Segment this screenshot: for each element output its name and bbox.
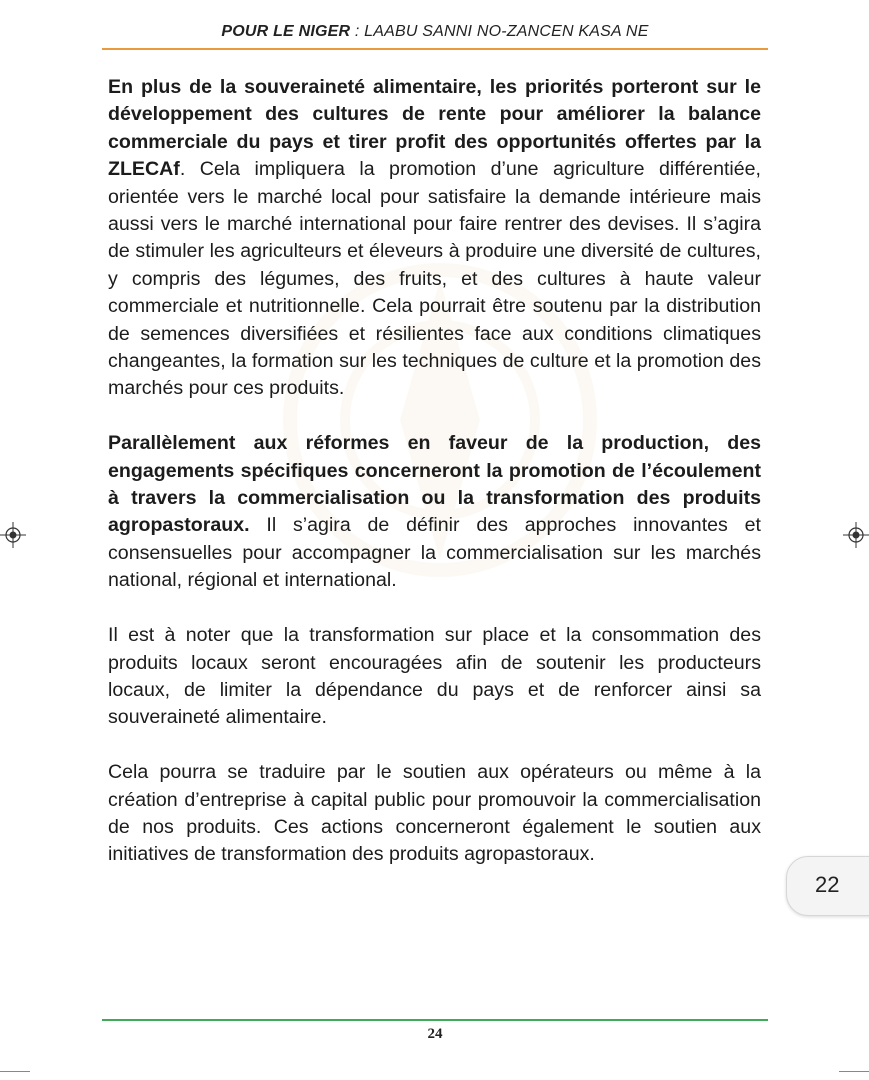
paragraph-text: Cela pourra se traduire par le soutien aux opérateurs ou même à la création d’entreprise à capital public pour promouvoir la commercialisation de nos produits. Ces actions concerneront également le soutien aux initiatives de transformation des produits agropastoraux. xyxy=(108,761,761,866)
paragraph-bold-lead: Parallèlement aux réformes en faveur de la production, des engagements spécifiques concerneront la promotion de l’écoulement à travers la commercialisation ou la transformation des produits agropastoraux. xyxy=(108,432,761,537)
paragraph xyxy=(108,759,761,869)
paragraph xyxy=(108,430,761,594)
paragraph-bold-lead: En plus de la souveraineté alimentaire, les priorités porteront sur le développement des cultures de rente pour améliorer la balance commerciale du pays et tirer profit des opportunités offertes par la ZLECAf xyxy=(108,76,761,181)
paragraph xyxy=(108,74,761,403)
header-title-rest: : LAABU SANNI NO-ZANCEN KASA NE xyxy=(350,23,649,40)
crop-mark-left xyxy=(0,1071,30,1072)
crop-mark-right xyxy=(839,1071,869,1072)
page-number: 24 xyxy=(427,1026,443,1042)
reader-page-badge[interactable] xyxy=(786,856,869,916)
reader-page-number: 22 xyxy=(815,872,840,897)
body-text xyxy=(108,74,761,896)
paragraph xyxy=(108,622,761,732)
registration-mark-right-icon xyxy=(843,522,869,548)
paragraph-text: . Cela impliquera la promotion d’une agriculture différentiée, orientée vers le marché local pour satisfaire la demande intérieure mais aussi vers le marché international pour faire rentrer des devises. Il s’agira de stimuler les agriculteurs et éleveurs à produire une diversité de cultures, y compris des légumes, des fruits, et des cultures à haute valeur commerciale et nutritionnelle. Cela pourrait être soutenu par la distribution de semences diversifiées et résilientes face aux conditions climatiques changeantes, la formation sur les techniques de culture et la promotion des marchés pour ces produits. xyxy=(108,158,761,400)
footer-rule xyxy=(102,1019,768,1021)
header-title-bold: POUR LE NIGER xyxy=(221,23,351,40)
running-header xyxy=(102,23,768,41)
registration-mark-left-icon xyxy=(0,522,26,548)
header-rule xyxy=(102,48,768,50)
paragraph-text: Il est à noter que la transformation sur place et la consommation des produits locaux seront encouragées afin de soutenir les producteurs locaux, de limiter la dépendance du pays et de renforcer ainsi sa souveraineté alimentaire. xyxy=(108,624,761,729)
paragraph-text: Il s’agira de définir des approches innovantes et consensuelles pour accompagner la commercialisation sur les marchés national, régional et international. xyxy=(108,514,761,592)
